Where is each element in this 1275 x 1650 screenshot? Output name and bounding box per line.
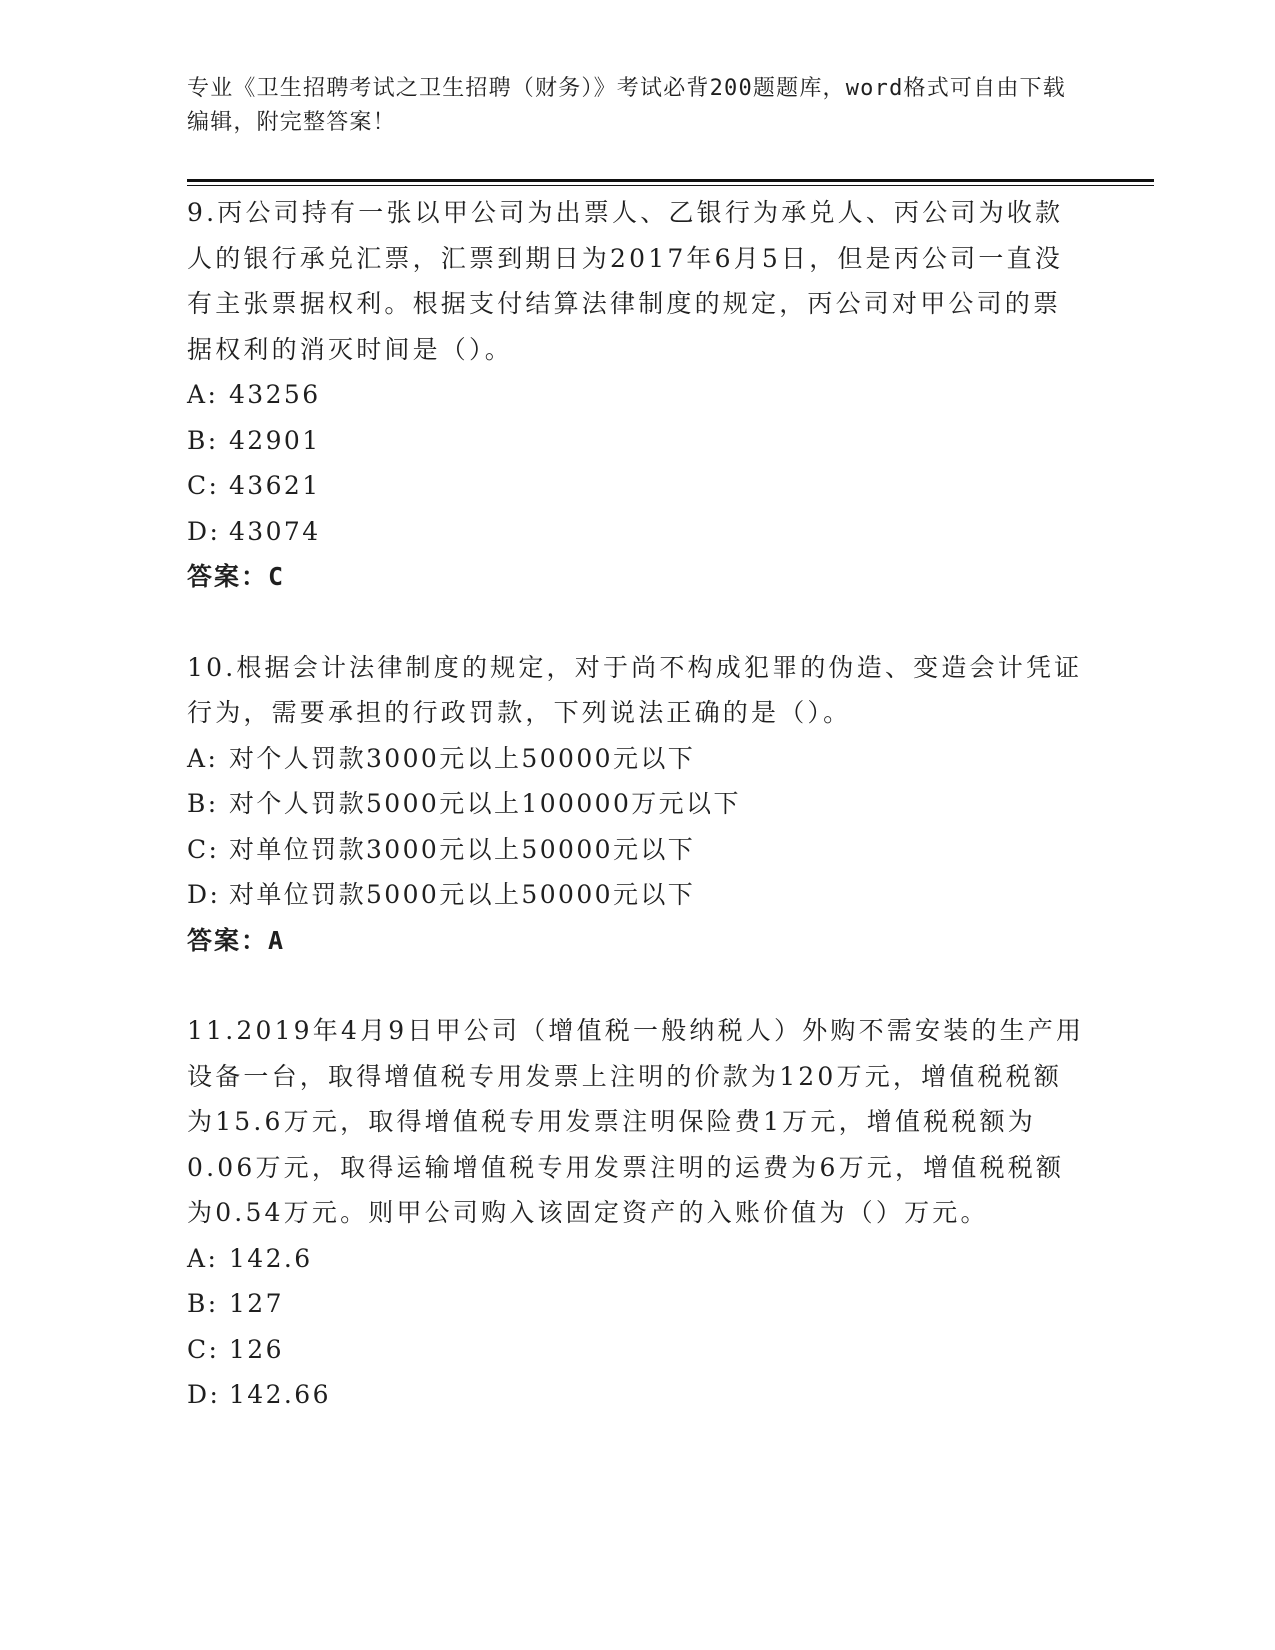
- question-gap: [187, 963, 1087, 1008]
- header-rule-thick: [187, 179, 1154, 182]
- option-key: B:: [187, 789, 219, 818]
- question-11: [187, 1008, 1087, 1418]
- option-text: 127: [229, 1289, 284, 1318]
- question-10: [187, 645, 1087, 964]
- header-rule-thin: [187, 185, 1154, 186]
- option-text: 对单位罚款3000元以上50000元以下: [229, 834, 696, 864]
- question-list: [187, 190, 1087, 1418]
- option-text: 42901: [229, 425, 321, 455]
- option-a: [187, 736, 1087, 782]
- option-a: [187, 1236, 1087, 1282]
- answer-line: 答案：A: [187, 925, 286, 955]
- question-gap: [187, 600, 1087, 645]
- option-key: D:: [187, 880, 221, 909]
- question-9: [187, 190, 1087, 600]
- option-text: 126: [229, 1334, 284, 1364]
- option-text: 对个人罚款3000元以上50000元以下: [229, 743, 696, 773]
- option-b: [187, 1281, 1087, 1327]
- option-text: 142.66: [229, 1380, 331, 1409]
- option-b: [187, 418, 1087, 464]
- option-c: [187, 1327, 1087, 1373]
- document-header: 专业《卫生招聘考试之卫生招聘（财务）》考试必背200题题库，word格式可自由下载编辑，附完整答案！: [187, 76, 1066, 135]
- option-c: [187, 827, 1087, 873]
- option-key: C:: [187, 471, 220, 500]
- option-key: C:: [187, 834, 220, 864]
- option-key: A:: [187, 743, 219, 773]
- option-key: C:: [187, 1334, 220, 1364]
- option-text: 对单位罚款5000元以上50000元以下: [229, 880, 696, 909]
- question-stem: 11.2019年4月9日甲公司（增值税一般纳税人）外购不需安装的生产用设备一台，取得增值税专用发票上注明的价款为120万元，增值税税额为15.6万元，取得增值税专用发票注明保险费1万元，增值税税额为0.06万元，取得运输增值税专用发票注明的运费为6万元，增值税税额为0.54万元。则甲公司购入该固定资产的入账价值为（）万元。: [187, 1016, 1085, 1227]
- option-d: [187, 509, 1087, 555]
- option-text: 43621: [229, 471, 321, 500]
- option-text: 43256: [229, 380, 321, 409]
- option-a: [187, 372, 1087, 418]
- option-text: 43074: [229, 516, 321, 546]
- option-key: D:: [187, 516, 221, 546]
- option-c: [187, 463, 1087, 509]
- option-d: [187, 1372, 1087, 1418]
- option-key: B:: [187, 1289, 219, 1318]
- option-key: D:: [187, 1380, 221, 1409]
- answer-line: 答案：C: [187, 562, 286, 591]
- option-key: A:: [187, 380, 219, 409]
- option-text: 142.6: [229, 1243, 313, 1273]
- option-key: A:: [187, 1243, 219, 1273]
- option-b: [187, 781, 1087, 827]
- option-key: B:: [187, 425, 219, 455]
- option-d: [187, 872, 1087, 918]
- question-stem: 9.丙公司持有一张以甲公司为出票人、乙银行为承兑人、丙公司为收款人的银行承兑汇票，汇票到期日为2017年6月5日，但是丙公司一直没有主张票据权利。根据支付结算法律制度的规定，丙公司对甲公司的票据权利的消灭时间是（）。: [187, 198, 1064, 364]
- question-stem: 10.根据会计法律制度的规定，对于尚不构成犯罪的伪造、变造会计凭证行为，需要承担的行政罚款，下列说法正确的是（）。: [187, 652, 1083, 727]
- option-text: 对个人罚款5000元以上100000万元以下: [229, 789, 741, 818]
